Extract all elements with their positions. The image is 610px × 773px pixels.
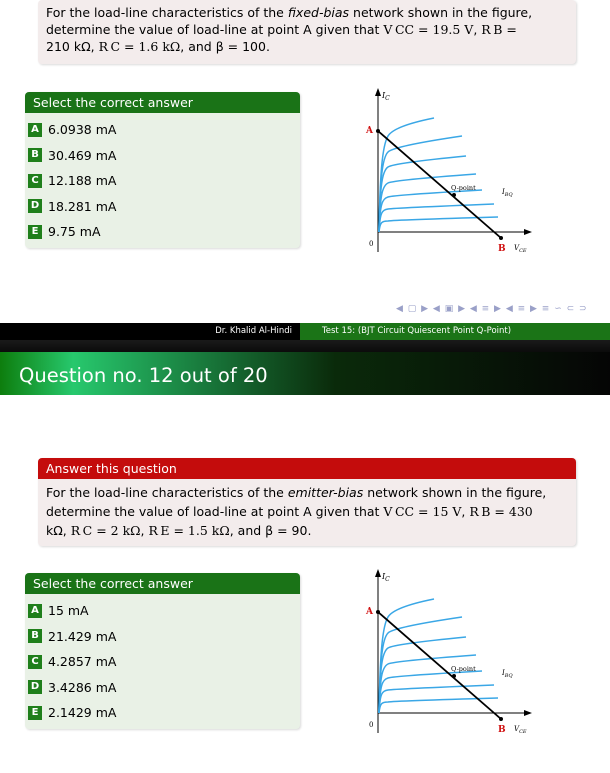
option-letter: A [28, 123, 42, 137]
answer-option-b[interactable] [25, 143, 300, 169]
option-letter: C [28, 655, 42, 669]
option-value: 15 mA [48, 603, 89, 619]
answer-option-e[interactable] [25, 700, 300, 726]
beamer-navigation[interactable]: ◀ ▢ ▶ ◀ ▣ ▶ ◀ ≡ ▶ ◀ ≡ ▶ ≡ ∽ ⊂ ⊃ [396, 304, 588, 314]
option-value: 30.469 mA [48, 147, 117, 163]
point-a-label: A [366, 607, 373, 617]
option-letter: D [28, 680, 42, 694]
ibq-label: $I_{BQ}$ [502, 669, 513, 679]
point-b-label: B [498, 244, 506, 254]
answer-box-2-header: Select the correct answer [25, 573, 300, 594]
load-line-graph-1 [358, 86, 538, 258]
answer-option-a[interactable] [25, 117, 300, 143]
answer-option-b[interactable] [25, 624, 300, 650]
option-value: 4.2857 mA [48, 654, 117, 670]
question-1-text: For the load-line characteristics of the fixed-bias network shown in the figure, determine the value of load-line at point A given that V CC = 19.5 V, R B = 210 kΩ, R C = 1.6 kΩ, and β = 100. [46, 5, 533, 54]
axis-label-ic: $I_C$ [382, 91, 390, 102]
footer-author: Dr. Khalid Al-Hindi [0, 323, 300, 340]
q-point-label: Q-point [451, 665, 476, 673]
answer-box-1 [25, 92, 300, 248]
option-value: 6.0938 mA [48, 122, 117, 138]
ibq-label: $I_{BQ}$ [502, 188, 513, 198]
answer-option-d[interactable] [25, 675, 300, 701]
load-line-graph-2 [358, 567, 538, 739]
axis-label-vce: $V_{CE}$ [514, 725, 527, 735]
answer-option-c[interactable] [25, 649, 300, 675]
question-2-text: For the load-line characteristics of the emitter-bias network shown in the figure, determine the value of load-line at point A given that V CC = 15 V, R B = 430 kΩ, R C = 2 kΩ, R E = 1.5 kΩ, and β = 90. [46, 485, 547, 538]
q-point-label: Q-point [451, 184, 476, 192]
point-a-label: A [366, 126, 373, 136]
origin-label: 0 [369, 721, 374, 729]
question-2-header: Answer this question [38, 458, 576, 479]
option-value: 2.1429 mA [48, 705, 117, 721]
option-value: 18.281 mA [48, 198, 117, 214]
answer-box-1-header: Select the correct answer [25, 92, 300, 113]
graph-axes [375, 569, 532, 733]
slide-footer [0, 323, 610, 340]
point-b-label: B [498, 725, 506, 735]
answer-box-2 [25, 573, 300, 729]
question-title-bar [0, 340, 610, 395]
question-1-box [38, 0, 576, 64]
option-letter: C [28, 174, 42, 188]
load-line [376, 129, 503, 240]
option-letter: E [28, 706, 42, 720]
option-letter: D [28, 199, 42, 213]
footer-test-title: Test 15: (BJT Circuit Quiescent Point Q-Point) [300, 323, 610, 340]
answer-option-d[interactable] [25, 194, 300, 220]
question-2-box [38, 458, 576, 546]
answer-option-e[interactable] [25, 219, 300, 245]
characteristic-curves [379, 118, 498, 232]
option-letter: A [28, 604, 42, 618]
answer-option-c[interactable] [25, 168, 300, 194]
option-value: 3.4286 mA [48, 679, 117, 695]
option-value: 21.429 mA [48, 628, 117, 644]
question-title: Question no. 12 out of 20 [19, 364, 268, 387]
axis-label-ic: $I_C$ [382, 572, 390, 583]
characteristic-curves [379, 599, 498, 713]
origin-label: 0 [369, 240, 374, 248]
option-letter: B [28, 629, 42, 643]
option-letter: B [28, 148, 42, 162]
answer-option-a[interactable] [25, 598, 300, 624]
graph-axes [375, 88, 532, 252]
option-value: 12.188 mA [48, 173, 117, 189]
option-letter: E [28, 225, 42, 239]
option-value: 9.75 mA [48, 224, 101, 240]
axis-label-vce: $V_{CE}$ [514, 244, 527, 254]
load-line [376, 610, 503, 721]
